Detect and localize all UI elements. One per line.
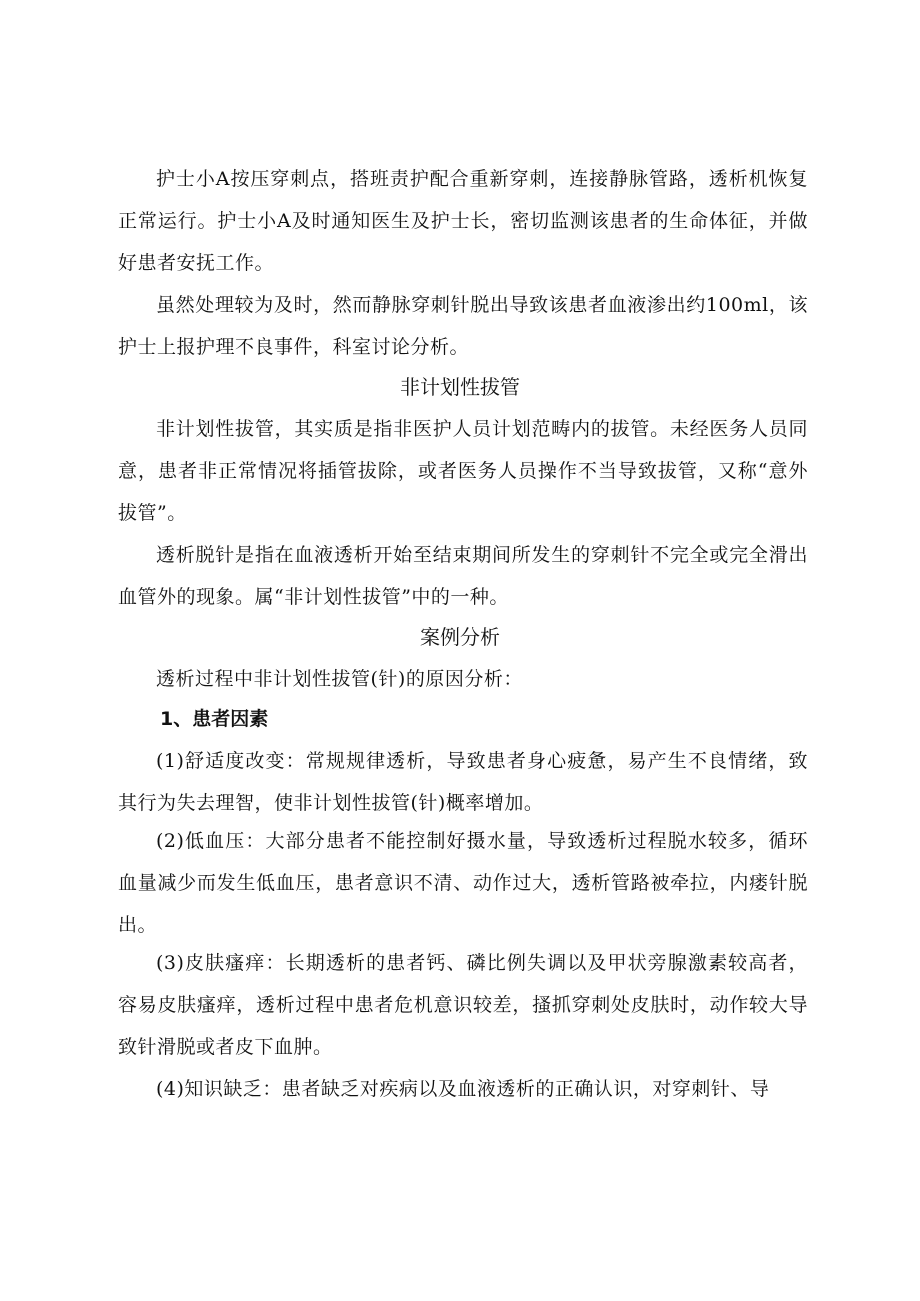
paragraph-3: 非计划性拔管，其实质是指非医护人员计划范畴内的拔管。未经医务人员同意，患者非正常情况将插管拔除，或者医务人员操作不当导致拔管，又称“意外拔管”。 [118,418,808,524]
paragraph-7: (2)低血压：大部分患者不能控制好摄水量，导致透析过程脱水较多，循环血量减少而发生低血压，患者意识不清、动作过大，透析管路被牵拉，内瘘针脱出。 [118,830,808,936]
paragraph-2: 虽然处理较为及时，然而静脉穿刺针脱出导致该患者血液渗出约100ml，该护士上报护理不良事件，科室讨论分析。 [118,294,808,358]
section-heading-unplanned-extubation: 非计划性拔管 [400,375,520,399]
paragraph-5: 透析过程中非计划性拔管(针)的原因分析： [156,668,523,690]
paragraph-4: 透析脱针是指在血液透析开始至结束期间所发生的穿刺针不完全或完全滑出血管外的现象。属“非计划性拔管”中的一种。 [118,544,808,608]
subheading-patient-factors: 1、患者因素 [160,708,269,730]
paragraph-6: (1)舒适度改变：常规规律透析，导致患者身心疲惫，易产生不良情绪，致其行为失去理智，使非计划性拔管(针)概率增加。 [118,750,808,814]
section-heading-case-analysis: 案例分析 [420,625,500,649]
paragraph-9: (4)知识缺乏：患者缺乏对疾病以及血液透析的正确认识，对穿刺针、导 [156,1078,770,1100]
paragraph-1: 护士小A按压穿刺点，搭班责护配合重新穿刺，连接静脉管路，透析机恢复正常运行。护士小A及时通知医生及护士长，密切监测该患者的生命体征，并做好患者安抚工作。 [118,168,808,274]
paragraph-8: (3)皮肤瘙痒：长期透析的患者钙、磷比例失调以及甲状旁腺激素较高者，容易皮肤瘙痒，透析过程中患者危机意识较差，搔抓穿刺处皮肤时，动作较大导致针滑脱或者皮下血肿。 [118,952,808,1058]
